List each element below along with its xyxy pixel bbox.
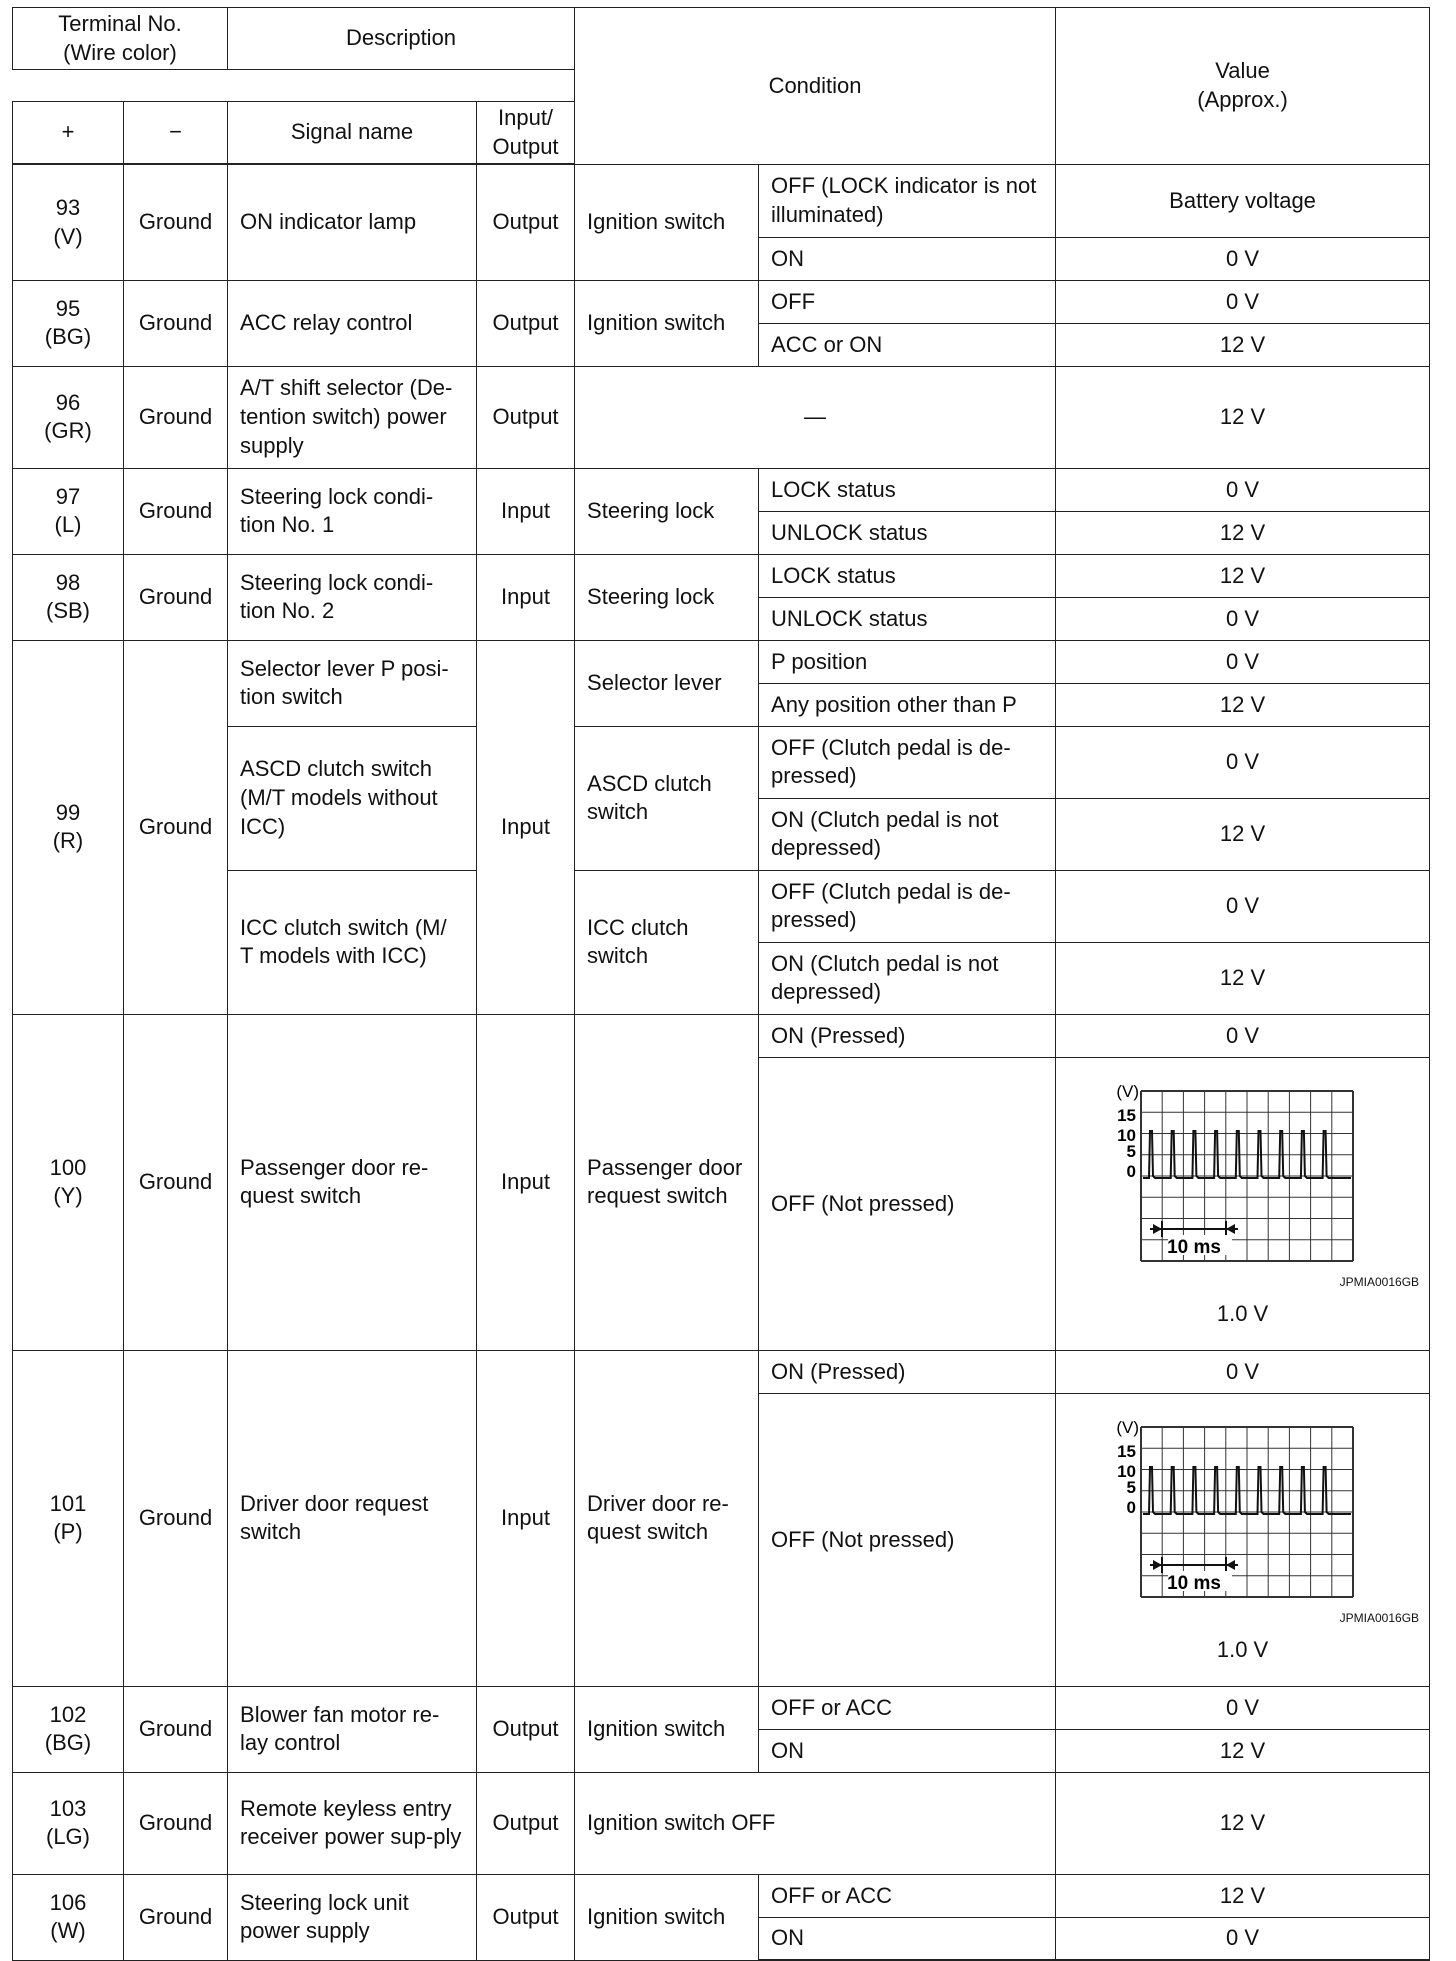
waveform-tick-label: 5: [1126, 1477, 1136, 1497]
terminal-negative: Ground: [124, 1686, 228, 1772]
header-signal-name-cell: Signal name: [228, 102, 477, 165]
waveform-unit-label: (V): [1115, 1081, 1139, 1101]
terminal-negative: Ground: [124, 554, 228, 640]
condition-main: Steering lock: [575, 554, 759, 640]
header-plus: +: [13, 102, 124, 165]
waveform-tick-label: 5: [1126, 1141, 1136, 1161]
condition-main: ASCD clutch switch: [575, 726, 759, 870]
signal-name: Blower fan motor re-lay control: [228, 1686, 477, 1772]
input-output: Output: [477, 366, 575, 468]
condition-sub: ON: [759, 1729, 1056, 1772]
value: 0 V: [1056, 726, 1430, 798]
condition-sub: ON (Pressed): [759, 1014, 1056, 1057]
condition-sub: OFF: [759, 280, 1056, 323]
input-output: Input: [477, 554, 575, 640]
signal-name: ASCD clutch switch (M/T models without ICC): [228, 726, 477, 870]
value: 12 V: [1056, 1772, 1430, 1874]
value-waveform-cell: [1056, 1057, 1430, 1350]
waveform-tick-label: 0: [1126, 1497, 1136, 1517]
value: 0 V: [1056, 870, 1430, 942]
condition-sub: LOCK status: [759, 554, 1056, 597]
value: 0 V: [1056, 237, 1430, 280]
value: 0 V: [1056, 1917, 1430, 1960]
terminal-number: 97 (L): [13, 468, 124, 554]
terminal-number: 103 (LG): [13, 1772, 124, 1874]
terminal-number: 101 (P): [13, 1350, 124, 1686]
input-output: Input: [477, 1350, 575, 1686]
input-output: Output: [477, 1874, 575, 1960]
time-scale-label: 10 ms: [1166, 1572, 1221, 1594]
value: 0 V: [1056, 1686, 1430, 1729]
value: 12 V: [1056, 554, 1430, 597]
condition-sub: ON (Pressed): [759, 1350, 1056, 1393]
input-output: Output: [477, 1686, 575, 1772]
terminal-number: 96 (GR): [13, 366, 124, 468]
value: 12 V: [1056, 1729, 1430, 1772]
figure-code: JPMIA0016GB: [1339, 1274, 1420, 1289]
condition-sub: Any position other than P: [759, 683, 1056, 726]
condition-sub: OFF (Not pressed): [759, 1057, 1056, 1350]
value: 12 V: [1056, 323, 1430, 366]
input-output: Output: [477, 164, 575, 280]
terminal-number: 99 (R): [13, 640, 124, 1014]
terminal-negative: Ground: [124, 280, 228, 366]
value: 12 V: [1056, 798, 1430, 870]
time-arrow-left: [1153, 1224, 1162, 1234]
condition-main: Ignition switch: [575, 164, 759, 280]
signal-name: Selector lever P posi-tion switch: [228, 640, 477, 726]
signal-name: Driver door request switch: [228, 1350, 477, 1686]
terminal-negative: Ground: [124, 1874, 228, 1960]
condition-sub: ON (Clutch pedal is not depressed): [759, 798, 1056, 870]
condition-sub: ACC or ON: [759, 323, 1056, 366]
condition-main: Selector lever: [575, 640, 759, 726]
header-io: Input/ Output: [477, 102, 575, 165]
time-arrow-right: [1226, 1560, 1235, 1570]
waveform-tick-label: 10: [1116, 1461, 1136, 1481]
signal-name: Steering lock condi-tion No. 1: [228, 468, 477, 554]
signal-name: Steering lock unit power supply: [228, 1874, 477, 1960]
condition-sub: OFF or ACC: [759, 1686, 1056, 1729]
waveform-tick-label: 0: [1126, 1161, 1136, 1181]
time-arrow-right: [1226, 1224, 1235, 1234]
condition-sub: OFF (Not pressed): [759, 1393, 1056, 1686]
value: 0 V: [1056, 468, 1430, 511]
waveform-tick-label: 15: [1116, 1105, 1136, 1125]
condition-main: Steering lock: [575, 468, 759, 554]
signal-name: ICC clutch switch (M/ T models with ICC): [228, 870, 477, 1014]
terminal-negative: Ground: [124, 1350, 228, 1686]
condition-main: Driver door re-quest switch: [575, 1350, 759, 1686]
signal-name: ON indicator lamp: [228, 164, 477, 280]
signal-name: Passenger door re-quest switch: [228, 1014, 477, 1350]
signal-name: Remote keyless entry receiver power sup-ply: [228, 1772, 477, 1874]
signal-name: ACC relay control: [228, 280, 477, 366]
waveform-chart: [1103, 1417, 1383, 1607]
terminal-negative: Ground: [124, 1014, 228, 1350]
value: 0 V: [1056, 1014, 1430, 1057]
condition-sub: OFF (Clutch pedal is de-pressed): [759, 870, 1056, 942]
condition-sub: P position: [759, 640, 1056, 683]
value: 1.0 V: [1216, 1637, 1269, 1663]
condition-sub: OFF or ACC: [759, 1874, 1056, 1917]
value: 12 V: [1056, 366, 1430, 468]
input-output: Output: [477, 280, 575, 366]
value-waveform-cell: [1056, 1393, 1430, 1686]
terminal-negative: Ground: [124, 640, 228, 1014]
value: 0 V: [1056, 640, 1430, 683]
waveform-chart: [1103, 1081, 1383, 1271]
header-value: Value (Approx.): [1056, 8, 1430, 165]
condition-sub: LOCK status: [759, 468, 1056, 511]
terminal-number: 95 (BG): [13, 280, 124, 366]
figure-code: JPMIA0016GB: [1339, 1610, 1420, 1625]
condition-main: —: [575, 366, 1056, 468]
value: 12 V: [1056, 511, 1430, 554]
value: Battery voltage: [1056, 164, 1430, 237]
time-scale-label: 10 ms: [1166, 1236, 1221, 1258]
value: 12 V: [1056, 1874, 1430, 1917]
input-output: Output: [477, 1772, 575, 1874]
terminal-negative: Ground: [124, 468, 228, 554]
condition-sub: ON: [759, 237, 1056, 280]
condition-sub: ON (Clutch pedal is not depressed): [759, 942, 1056, 1014]
terminal-number: 100 (Y): [13, 1014, 124, 1350]
header-minus: −: [124, 102, 228, 165]
input-output: Input: [477, 640, 575, 1014]
header-condition: Condition: [575, 8, 1056, 165]
terminal-number: 93 (V): [13, 164, 124, 280]
condition-main: Ignition switch: [575, 1874, 759, 1960]
waveform-unit-label: (V): [1115, 1417, 1139, 1437]
header-terminal-no: Terminal No. (Wire color): [13, 8, 228, 70]
value: 0 V: [1056, 280, 1430, 323]
header-description: Description: [228, 8, 575, 70]
condition-main: Ignition switch: [575, 280, 759, 366]
input-output: Input: [477, 468, 575, 554]
time-arrow-left: [1153, 1560, 1162, 1570]
condition-sub: ON: [759, 1917, 1056, 1960]
condition-main: Ignition switch OFF: [575, 1772, 1056, 1874]
terminal-negative: Ground: [124, 366, 228, 468]
terminal-negative: Ground: [124, 1772, 228, 1874]
value: 12 V: [1056, 683, 1430, 726]
value: 0 V: [1056, 597, 1430, 640]
value: 0 V: [1056, 1350, 1430, 1393]
condition-sub: OFF (Clutch pedal is de-pressed): [759, 726, 1056, 798]
condition-main: ICC clutch switch: [575, 870, 759, 1014]
waveform-tick-label: 15: [1116, 1441, 1136, 1461]
terminal-spec-table: [12, 7, 1430, 1961]
terminal-number: 98 (SB): [13, 554, 124, 640]
input-output: Input: [477, 1014, 575, 1350]
condition-sub: UNLOCK status: [759, 597, 1056, 640]
value: 12 V: [1056, 942, 1430, 1014]
condition-sub: UNLOCK status: [759, 511, 1056, 554]
value: 1.0 V: [1216, 1301, 1269, 1327]
condition-main: Passenger door request switch: [575, 1014, 759, 1350]
terminal-negative: Ground: [124, 164, 228, 280]
signal-name: Steering lock condi-tion No. 2: [228, 554, 477, 640]
condition-main: Ignition switch: [575, 1686, 759, 1772]
terminal-number: 106 (W): [13, 1874, 124, 1960]
condition-sub: OFF (LOCK indicator is not illuminated): [759, 164, 1056, 237]
signal-name: A/T shift selector (De-tention switch) power supply: [228, 366, 477, 468]
terminal-number: 102 (BG): [13, 1686, 124, 1772]
waveform-tick-label: 10: [1116, 1125, 1136, 1145]
